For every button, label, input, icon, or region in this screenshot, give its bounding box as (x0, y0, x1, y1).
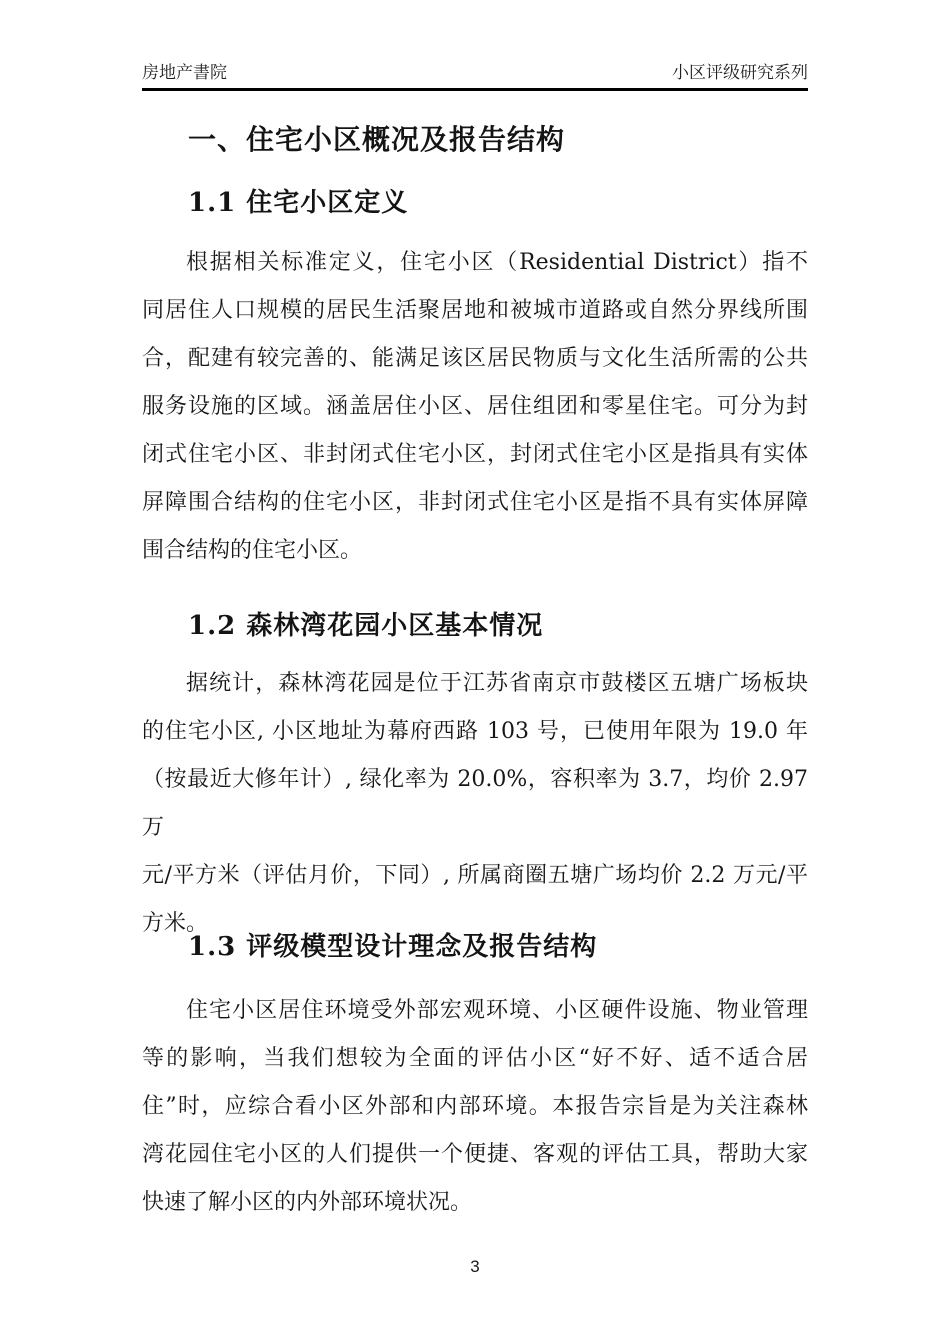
paragraph-line: 闭式住宅小区、非封闭式住宅小区，封闭式住宅小区是指具有实体 (142, 442, 808, 467)
paragraph-line: （按最近大修年计）, 绿化率为 20.0%，容积率为 3.7，均价 2.97 万 (142, 767, 808, 840)
page-number: 3 (470, 1257, 480, 1276)
section-heading-1-3: 1.3 评级模型设计理念及报告结构 (188, 932, 598, 962)
paragraph-line: 湾花园住宅小区的人们提供一个便捷、客观的评估工具，帮助大家 (142, 1142, 808, 1167)
paragraph-model-design (142, 987, 808, 1227)
chapter-title: 一、住宅小区概况及报告结构 (188, 123, 566, 156)
paragraph-line: 元/平方米（评估月价，下同）, 所属商圈五塘广场均价 2.2 万元/平 (142, 863, 808, 888)
header-left-text: 房地产書院 (142, 63, 227, 82)
paragraph-line: 合，配建有较完善的、能满足该区居民物质与文化生活所需的公共 (142, 346, 808, 371)
paragraph-line: 住”时，应综合看小区外部和内部环境。本报告宗旨是为关注森林 (142, 1094, 808, 1119)
paragraph-line: 根据相关标准定义，住宅小区（Residential District）指不 (186, 250, 808, 275)
header-right-text: 小区评级研究系列 (672, 63, 808, 82)
paragraph-line: 据统计，森林湾花园是位于江苏省南京市鼓楼区五塘广场板块 (186, 671, 808, 696)
paragraph-line: 快速了解小区的内外部环境状况。 (142, 1190, 473, 1215)
paragraph-line: 屏障围合结构的住宅小区，非封闭式住宅小区是指不具有实体屏障 (142, 490, 808, 515)
section-heading-1-1: 1.1 住宅小区定义 (188, 188, 409, 218)
paragraph-basic-info (142, 660, 808, 948)
paragraph-line: 等的影响，当我们想较为全面的评估小区“好不好、适不适合居 (142, 1046, 808, 1071)
paragraph-line: 的住宅小区, 小区地址为幕府西路 103 号，已使用年限为 19.0 年 (142, 719, 808, 744)
section-heading-1-2: 1.2 森林湾花园小区基本情况 (188, 611, 544, 641)
paragraph-line: 同居住人口规模的居民生活聚居地和被城市道路或自然分界线所围 (142, 298, 808, 323)
paragraph-definition (142, 239, 808, 575)
page-header (142, 58, 808, 91)
paragraph-line: 方米。 (142, 911, 209, 936)
paragraph-line: 围合结构的住宅小区。 (142, 538, 363, 563)
paragraph-line: 服务设施的区域。涵盖居住小区、居住组团和零星住宅。可分为封 (142, 394, 808, 419)
paragraph-line: 住宅小区居住环境受外部宏观环境、小区硬件设施、物业管理 (186, 998, 808, 1023)
